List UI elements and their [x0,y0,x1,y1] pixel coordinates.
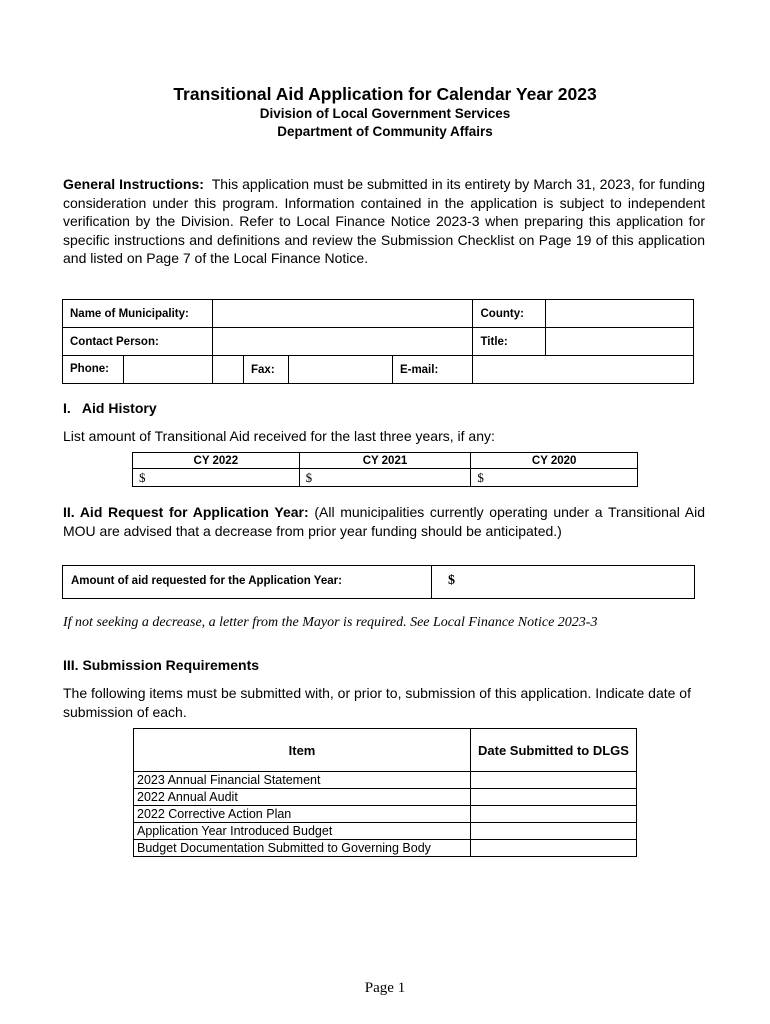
county-label: County: [473,300,546,328]
table-row [134,806,637,823]
submission-heading: III. Submission Requirements [63,657,260,673]
title-field[interactable] [546,328,694,356]
contact-person-label: Contact Person: [63,328,213,356]
item-label: 2022 Annual Audit [134,789,471,806]
table-row [134,840,637,857]
date-field[interactable] [471,789,637,806]
instructions-text: This application must be submitted in its entirety by March 31, 2023, for funding consideration under this program. Information contained in the application is subject to independent verification by the Division. Refer to Local Finance Notice 2023-3 when preparing this application for specific instructions and definitions and review the Submission Checklist on Page 19 of this application and listed on Page 7 of the Local Finance Notice. [63,176,705,266]
date-field[interactable] [471,823,637,840]
divider [431,566,432,598]
division-subtitle: Division of Local Government Services [259,106,511,121]
date-field[interactable] [471,840,637,857]
aid-history-table [132,452,638,487]
page-number: Page 1 [364,980,406,996]
title-label: Title: [473,328,546,356]
phone-cell [63,356,213,384]
date-field[interactable] [471,806,637,823]
aid-2022-field[interactable]: $ [133,469,300,487]
item-label: Budget Documentation Submitted to Governing Body [134,840,471,857]
date-field[interactable] [471,772,637,789]
table-row [134,772,637,789]
date-column-header: Date Submitted to DLGS [471,729,637,772]
general-instructions [63,175,705,268]
county-field[interactable] [546,300,694,328]
section-aid-history-heading: I. Aid History [63,400,157,416]
aid-history-col-2021: CY 2021 [299,453,471,469]
aid-request-heading: II. Aid Request for Application Year: [63,504,309,520]
aid-history-col-2022: CY 2022 [133,453,300,469]
fax-label: Fax: [244,356,289,384]
aid-amount-label: Amount of aid requested for the Application Year: [71,575,342,587]
phone-field-ext[interactable] [213,356,244,384]
item-label: Application Year Introduced Budget [134,823,471,840]
contact-person-field[interactable] [213,328,473,356]
aid-amount-field[interactable]: $ [448,573,455,588]
submission-text: The following items must be submitted with, or prior to, submission of this application. Indicate date of submission of each. [63,685,691,720]
aid-2021-field[interactable]: $ [299,469,471,487]
item-label: 2023 Annual Financial Statement [134,772,471,789]
item-label: 2022 Corrective Action Plan [134,806,471,823]
aid-2020-field[interactable]: $ [471,469,638,487]
fax-field[interactable] [288,356,392,384]
page-title: Transitional Aid Application for Calendar Year 2023 [173,84,597,104]
mayor-letter-note: If not seeking a decrease, a letter from the Mayor is required. See Local Finance Notice 2023-3 [63,615,598,630]
contact-info-table [62,299,694,384]
phone-field[interactable] [124,356,212,383]
email-field[interactable] [473,356,694,384]
aid-history-col-2020: CY 2020 [471,453,638,469]
aid-request-box [62,565,695,599]
department-subtitle: Department of Community Affairs [277,124,493,139]
instructions-label: General Instructions: [63,176,204,192]
table-row [134,789,637,806]
aid-request-section [63,503,705,540]
aid-request-text: (All municipalities currently operating under a Transitional Aid MOU are advised that a decrease from prior year funding should be anticipated.) [63,504,705,539]
item-column-header: Item [134,729,471,772]
table-row [134,823,637,840]
submission-table [133,728,637,857]
email-label: E-mail: [392,356,473,384]
aid-history-text: List amount of Transitional Aid received for the last three years, if any: [63,428,495,444]
municipality-field[interactable] [213,300,473,328]
municipality-label: Name of Municipality: [63,300,213,328]
phone-label: Phone: [63,356,124,383]
